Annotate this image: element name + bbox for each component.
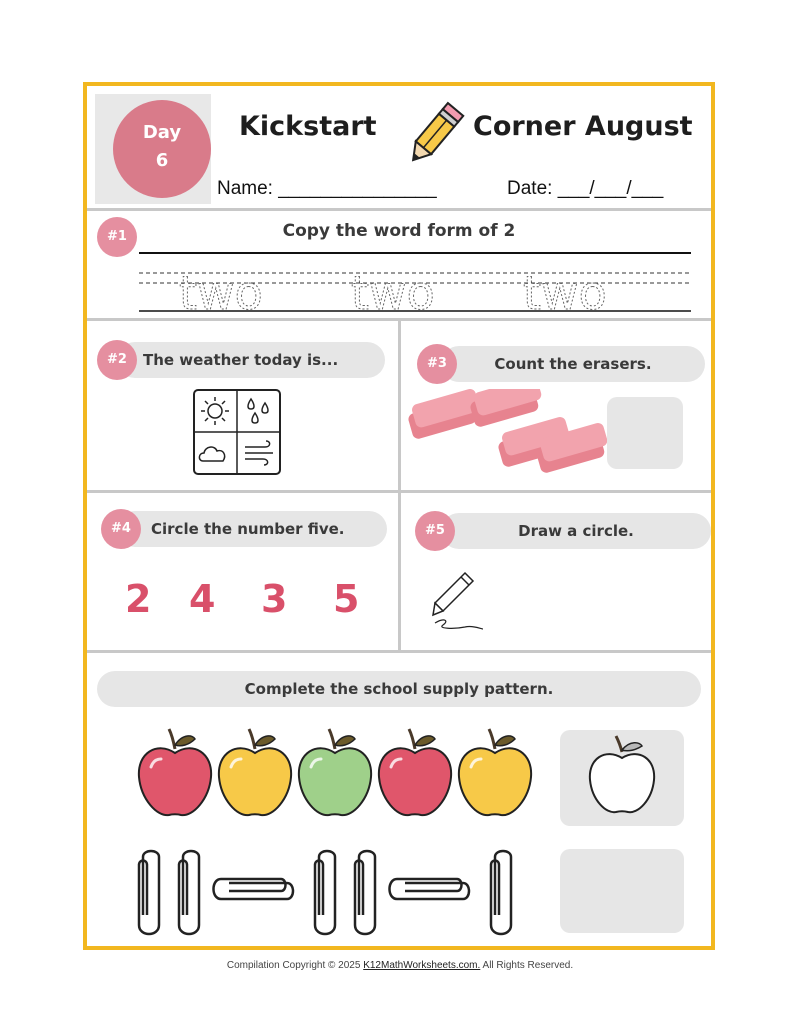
apple-icon — [299, 729, 371, 815]
footer-prefix: Compilation Copyright © 2025 — [226, 960, 364, 971]
number-option[interactable]: 2 — [125, 577, 152, 621]
drawing-area[interactable] — [501, 553, 701, 643]
apple-icon — [459, 729, 531, 815]
apple-pattern — [135, 725, 535, 825]
day-box — [95, 94, 211, 204]
apple-icon — [139, 729, 211, 815]
q1-badge: #1 — [97, 217, 137, 257]
q5-badge: #5 — [415, 511, 455, 551]
q2-prompt: The weather today is... — [117, 342, 385, 378]
apple-answer-box[interactable] — [560, 730, 684, 826]
q5-prompt: Draw a circle. — [441, 513, 711, 549]
paperclip-vertical-icon — [491, 851, 511, 934]
worksheet-frame — [83, 82, 715, 950]
footer-link[interactable]: K12MathWorksheets.com. — [363, 960, 481, 971]
date-field[interactable]: Date: ___/___/___ — [507, 178, 664, 199]
apple-icon — [379, 729, 451, 815]
paperclip-vertical-icon — [315, 851, 335, 934]
footer-suffix: All Rights Reserved. — [480, 960, 574, 971]
apple-icon — [219, 729, 291, 815]
handwriting-lines[interactable] — [139, 251, 691, 317]
q2-badge: #2 — [97, 340, 137, 380]
trace-word-2: two — [351, 266, 435, 317]
q1-prompt: Copy the word form of 2 — [282, 221, 516, 241]
title-right: Corner August — [473, 111, 693, 142]
number-option[interactable]: 3 — [261, 577, 288, 621]
question-3 — [401, 321, 713, 491]
blank-apple-icon — [560, 730, 684, 826]
eraser-icon — [467, 389, 546, 428]
title-left: Kickstart — [239, 111, 377, 142]
paperclip-answer-box[interactable] — [560, 849, 684, 933]
erasers-group — [401, 389, 611, 489]
eraser-icon — [405, 389, 484, 440]
paperclip-pattern — [131, 843, 541, 939]
number-option[interactable]: 5 — [333, 577, 360, 621]
name-field[interactable]: Name: _______________ — [217, 178, 437, 199]
q6-prompt: Complete the school supply pattern. — [97, 671, 701, 707]
paperclip-horizontal-icon — [214, 879, 294, 899]
day-number: 6 — [155, 150, 169, 171]
question-5 — [401, 493, 713, 651]
q4-badge: #4 — [101, 509, 141, 549]
pencil-icon — [399, 96, 471, 172]
paperclip-vertical-icon — [179, 851, 199, 934]
drawing-pencil-icon — [425, 567, 499, 641]
day-label: Day — [142, 122, 182, 143]
q3-badge: #3 — [417, 344, 457, 384]
q3-prompt: Count the erasers. — [441, 346, 705, 382]
trace-word-3: two — [523, 266, 607, 317]
question-1 — [87, 211, 711, 319]
weather-choices — [193, 389, 281, 475]
question-2 — [87, 321, 398, 491]
paperclip-vertical-icon — [139, 851, 159, 934]
paperclip-vertical-icon — [355, 851, 375, 934]
question-4 — [87, 493, 398, 651]
worksheet-header — [87, 86, 711, 210]
q4-prompt: Circle the number five. — [117, 511, 387, 547]
copyright-footer — [0, 960, 800, 971]
question-6 — [87, 653, 711, 946]
paperclip-horizontal-icon — [390, 879, 470, 899]
day-badge — [113, 100, 211, 198]
number-option[interactable]: 4 — [189, 577, 216, 621]
trace-word-1: two — [179, 266, 263, 317]
answer-box[interactable] — [607, 397, 683, 469]
